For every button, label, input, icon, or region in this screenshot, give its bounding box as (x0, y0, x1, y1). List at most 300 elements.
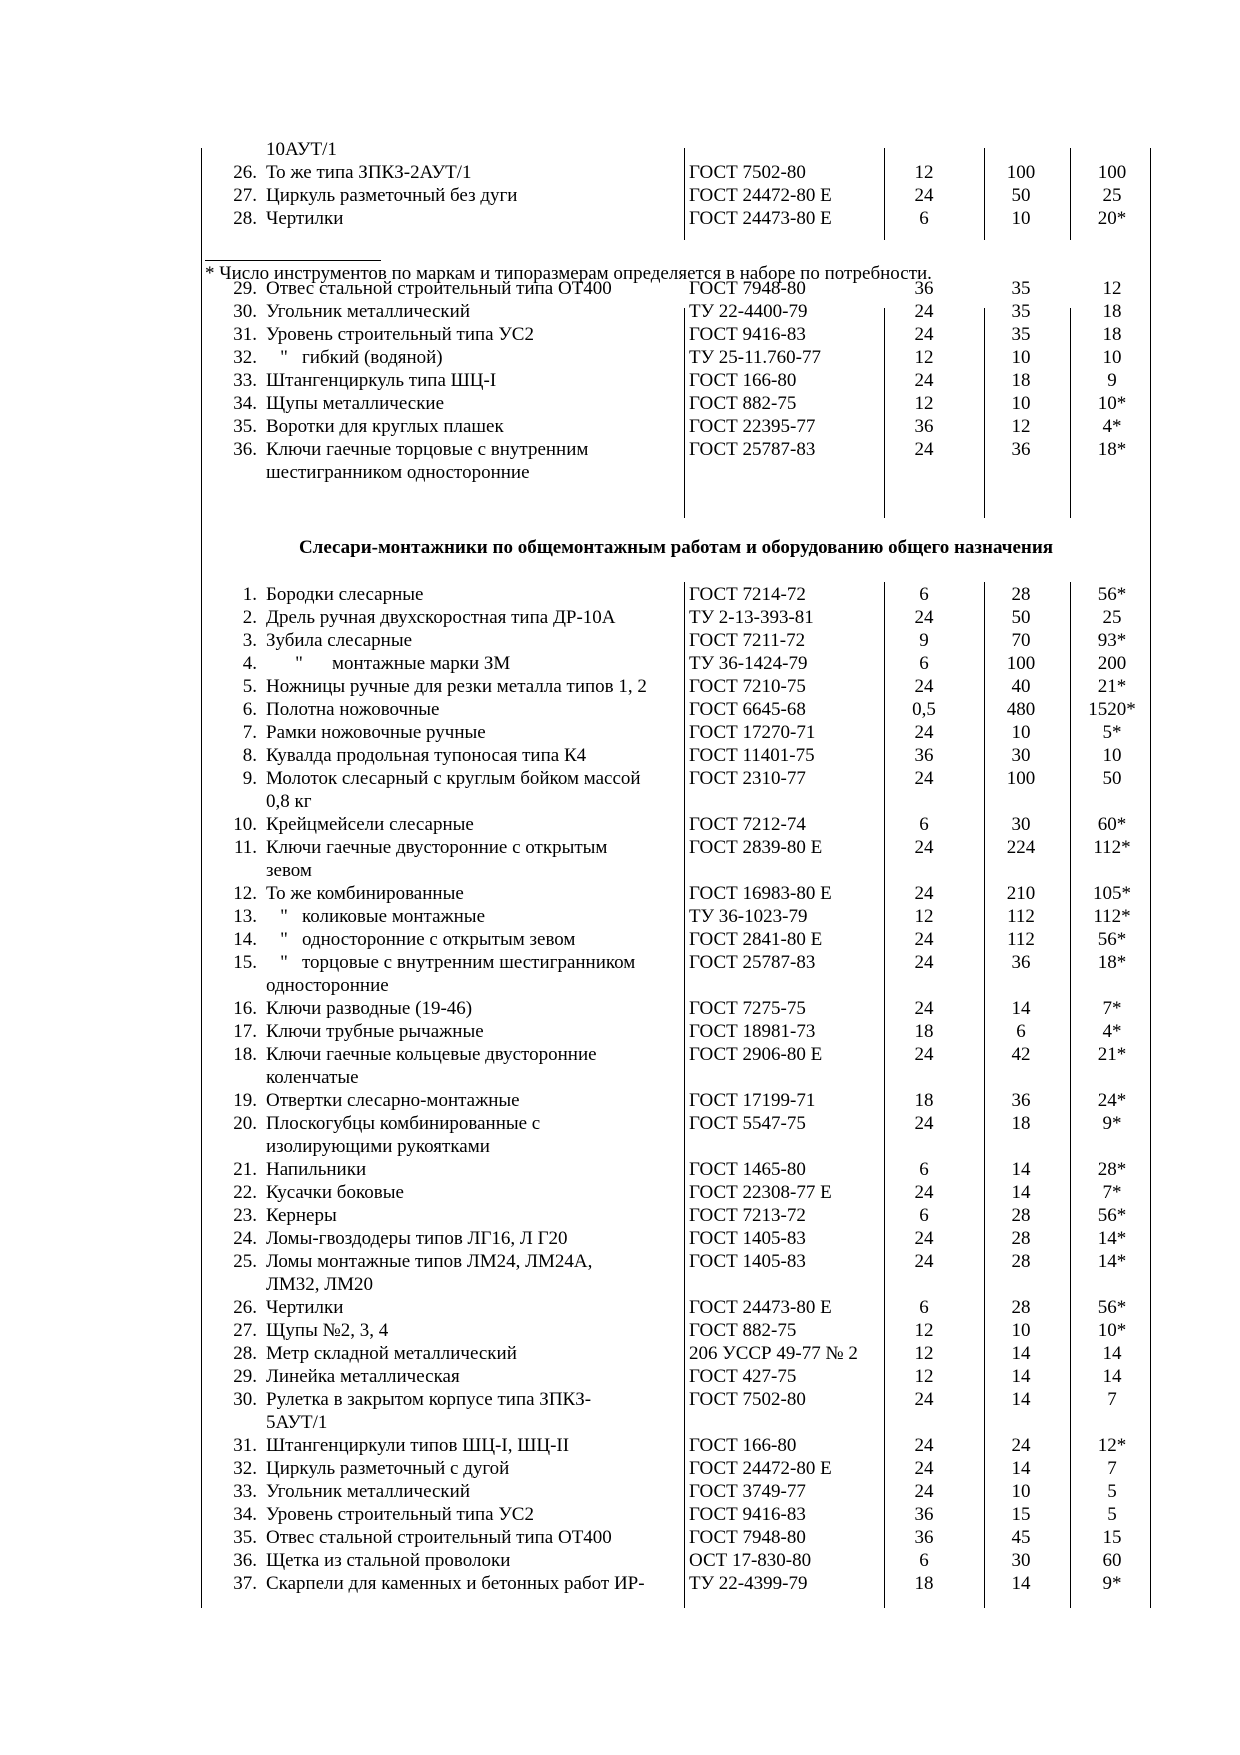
item-service-life: 24 (914, 998, 934, 1019)
item-total: 9* (1102, 1113, 1122, 1134)
item-total: 50 (1102, 768, 1122, 789)
item-standard: ГОСТ 7212-74 (689, 814, 806, 835)
table-row (201, 1434, 1151, 1457)
item-standard: ГОСТ 5547-75 (689, 1113, 806, 1134)
item-number: 33. (233, 1481, 257, 1502)
table-row (201, 836, 1151, 859)
item-quantity: 14 (1011, 998, 1031, 1019)
table-row (201, 323, 1151, 346)
table-row (201, 951, 1151, 974)
item-quantity: 10 (1011, 393, 1031, 414)
item-number: 13. (233, 906, 257, 927)
table-row (201, 1273, 1151, 1296)
item-number: 16. (233, 998, 257, 1019)
item-number: 36. (233, 439, 257, 460)
item-number: 32. (233, 347, 257, 368)
table-row (201, 882, 1151, 905)
table-row (201, 1480, 1151, 1503)
item-number: 29. (233, 1366, 257, 1387)
item-service-life: 12 (914, 1320, 934, 1341)
item-service-life: 9 (919, 630, 929, 651)
item-total: 93* (1097, 630, 1127, 651)
table-row (201, 652, 1151, 675)
table-row (201, 928, 1151, 951)
item-standard: ГОСТ 7213-72 (689, 1205, 806, 1226)
item-number: 27. (233, 185, 257, 206)
item-service-life: 24 (914, 676, 934, 697)
item-total: 12 (1102, 278, 1122, 299)
item-name: ЛМ32, ЛМ20 (266, 1274, 374, 1295)
item-standard: ГОСТ 7275-75 (689, 998, 806, 1019)
item-name: Ключи трубные рычажные (266, 1021, 484, 1042)
item-total: 5* (1102, 722, 1122, 743)
table-row (201, 675, 1151, 698)
item-quantity: 28 (1011, 1228, 1031, 1249)
item-name: Воротки для круглых плашек (266, 416, 504, 437)
item-quantity: 30 (1011, 745, 1031, 766)
table-row (201, 461, 1151, 484)
item-total: 14* (1097, 1251, 1127, 1272)
item-standard: ТУ 2-13-393-81 (689, 607, 814, 628)
item-total: 10* (1097, 393, 1127, 414)
item-name: Скарпели для каменных и бетонных работ ИР- (266, 1573, 645, 1594)
item-number: 1. (242, 584, 257, 605)
item-quantity: 35 (1011, 278, 1031, 299)
item-total: 4* (1102, 416, 1122, 437)
item-number: 30. (233, 301, 257, 322)
item-service-life: 36 (914, 745, 934, 766)
ditto-mark: " (295, 653, 303, 674)
item-standard: ГОСТ 9416-83 (689, 1504, 806, 1525)
item-service-life: 24 (914, 1458, 934, 1479)
item-total: 5 (1107, 1481, 1117, 1502)
item-service-life: 24 (914, 883, 934, 904)
item-standard: ГОСТ 2310-77 (689, 768, 806, 789)
item-number: 12. (233, 883, 257, 904)
table-row (201, 1365, 1151, 1388)
table-row (201, 1043, 1151, 1066)
table-row (201, 346, 1151, 369)
item-number: 5. (242, 676, 257, 697)
item-name: Напильники (266, 1159, 367, 1180)
item-service-life: 6 (919, 1550, 929, 1571)
item-name: Щупы металлические (266, 393, 445, 414)
item-quantity: 480 (1006, 699, 1036, 720)
table-row (201, 1388, 1151, 1411)
item-total: 10* (1097, 1320, 1127, 1341)
item-name (266, 652, 510, 675)
tools-table (201, 139, 1151, 1608)
item-standard: ГОСТ 882-75 (689, 1320, 797, 1341)
item-name: Полотна ножовочные (266, 699, 440, 720)
ditto-mark: " (280, 347, 288, 368)
item-total: 21* (1097, 1044, 1127, 1065)
item-name: односторонние (266, 975, 389, 996)
item-name: Метр складной металлический (266, 1343, 517, 1364)
item-quantity: 10 (1011, 347, 1031, 368)
item-service-life: 24 (914, 768, 934, 789)
table-row (201, 698, 1151, 721)
item-service-life: 24 (914, 1113, 934, 1134)
item-quantity: 14 (1011, 1182, 1031, 1203)
item-service-life: 24 (914, 722, 934, 743)
item-number: 35. (233, 416, 257, 437)
item-service-life: 24 (914, 185, 934, 206)
table-row (201, 767, 1151, 790)
item-name: Зубила слесарные (266, 630, 413, 651)
item-standard: ТУ 22-4399-79 (689, 1573, 808, 1594)
item-total: 7* (1102, 998, 1122, 1019)
table-row (201, 1572, 1151, 1595)
item-total: 12* (1097, 1435, 1127, 1456)
item-total: 20* (1097, 208, 1127, 229)
item-quantity: 224 (1006, 837, 1036, 858)
table-row (201, 161, 1151, 184)
item-quantity: 36 (1011, 952, 1031, 973)
table-row (201, 207, 1151, 230)
item-quantity: 36 (1011, 1090, 1031, 1111)
item-number: 6. (242, 699, 257, 720)
item-name: 10АУТ/1 (266, 139, 337, 160)
table-row (201, 1549, 1151, 1572)
item-quantity: 40 (1011, 676, 1031, 697)
item-standard: ГОСТ 3749-77 (689, 1481, 806, 1502)
item-number: 29. (233, 278, 257, 299)
item-total: 5 (1107, 1504, 1117, 1525)
item-total: 24* (1097, 1090, 1127, 1111)
item-quantity: 14 (1011, 1159, 1031, 1180)
item-name: Рамки ножовочные ручные (266, 722, 486, 743)
item-standard: ТУ 25-11.760-77 (689, 347, 822, 368)
item-standard: ГОСТ 2839-80 Е (689, 837, 823, 858)
item-service-life: 24 (914, 1435, 934, 1456)
item-standard: ГОСТ 16983-80 Е (689, 883, 832, 904)
item-total: 7 (1107, 1458, 1117, 1479)
item-total: 60 (1102, 1550, 1122, 1571)
item-quantity: 30 (1011, 1550, 1031, 1571)
item-quantity: 50 (1011, 185, 1031, 206)
item-service-life: 12 (914, 1366, 934, 1387)
table-row (201, 859, 1151, 882)
item-number: 23. (233, 1205, 257, 1226)
item-service-life: 6 (919, 1297, 929, 1318)
item-name-text: гибкий (водяной) (302, 347, 443, 368)
item-name: Молоток слесарный с круглым бойком массой (266, 768, 641, 789)
item-standard: ГОСТ 6645-68 (689, 699, 806, 720)
item-name: Чертилки (266, 1297, 344, 1318)
item-quantity: 35 (1011, 324, 1031, 345)
item-total: 28* (1097, 1159, 1127, 1180)
item-total: 4* (1102, 1021, 1122, 1042)
item-quantity: 10 (1011, 1481, 1031, 1502)
table-row (201, 1089, 1151, 1112)
item-number: 19. (233, 1090, 257, 1111)
table-row (201, 744, 1151, 767)
item-number: 31. (233, 1435, 257, 1456)
item-name: Кусачки боковые (266, 1182, 404, 1203)
item-service-life: 24 (914, 324, 934, 345)
item-name: Уровень строительный типа УС2 (266, 1504, 534, 1525)
item-total: 21* (1097, 676, 1127, 697)
item-service-life: 18 (914, 1090, 934, 1111)
item-total: 15 (1102, 1527, 1122, 1548)
item-standard: ГОСТ 7210-75 (689, 676, 806, 697)
item-name: Штангенциркули типов ШЦ-I, ШЦ-II (266, 1435, 570, 1456)
item-quantity: 14 (1011, 1573, 1031, 1594)
item-total: 56* (1097, 584, 1127, 605)
table-row (201, 997, 1151, 1020)
item-quantity: 15 (1011, 1504, 1031, 1525)
item-total: 18* (1097, 952, 1127, 973)
item-number: 34. (233, 1504, 257, 1525)
item-name: Плоскогубцы комбинированные с (266, 1113, 541, 1134)
item-name: Циркуль разметочный с дугой (266, 1458, 510, 1479)
footnote-separator (205, 260, 381, 261)
section-title: Слесари-монтажники по общемонтажным работам и оборудованию общего назначения (298, 537, 1054, 558)
item-number: 11. (233, 837, 257, 858)
item-total: 14 (1102, 1366, 1122, 1387)
item-service-life: 6 (919, 653, 929, 674)
item-standard: ГОСТ 17270-71 (689, 722, 816, 743)
item-number: 26. (233, 162, 257, 183)
item-service-life: 36 (914, 278, 934, 299)
item-standard: ГОСТ 7502-80 (689, 162, 806, 183)
item-name: Линейка металлическая (266, 1366, 460, 1387)
item-quantity: 10 (1011, 1320, 1031, 1341)
item-quantity: 24 (1011, 1435, 1031, 1456)
item-standard: ГОСТ 7211-72 (689, 630, 806, 651)
item-number: 7. (242, 722, 257, 743)
item-number: 28. (233, 1343, 257, 1364)
item-total: 7* (1102, 1182, 1122, 1203)
item-service-life: 12 (914, 1343, 934, 1364)
item-standard: ГОСТ 7214-72 (689, 584, 806, 605)
item-number: 34. (233, 393, 257, 414)
table-row (201, 629, 1151, 652)
item-service-life: 18 (914, 1021, 934, 1042)
item-number: 30. (233, 1389, 257, 1410)
item-standard: ГОСТ 9416-83 (689, 324, 806, 345)
item-name: Отвес стальной строительный типа ОТ400 (266, 278, 612, 299)
item-name: коленчатые (266, 1067, 359, 1088)
item-name-text: торцовые с внутренним шестигранником (302, 952, 636, 973)
item-number: 27. (233, 1320, 257, 1341)
item-quantity: 28 (1011, 1251, 1031, 1272)
item-standard: ГОСТ 1405-83 (689, 1228, 806, 1249)
table-row (201, 1296, 1151, 1319)
item-quantity: 14 (1011, 1458, 1031, 1479)
item-number: 21. (233, 1159, 257, 1180)
item-service-life: 6 (919, 1205, 929, 1226)
table-row (201, 392, 1151, 415)
item-name: Ножницы ручные для резки металла типов 1, 2 (266, 676, 647, 697)
item-number: 14. (233, 929, 257, 950)
item-name: Ключи гаечные кольцевые двусторонние (266, 1044, 597, 1065)
item-number: 10. (233, 814, 257, 835)
item-name: Крейцмейсели слесарные (266, 814, 474, 835)
item-service-life: 36 (914, 1504, 934, 1525)
item-service-life: 36 (914, 1527, 934, 1548)
item-number: 3. (242, 630, 257, 651)
item-total: 56* (1097, 1297, 1127, 1318)
item-name: То же комбинированные (266, 883, 464, 904)
item-standard: ГОСТ 24473-80 Е (689, 1297, 832, 1318)
item-name: Чертилки (266, 208, 344, 229)
item-service-life: 24 (914, 607, 934, 628)
item-quantity: 28 (1011, 1205, 1031, 1226)
item-name: зевом (266, 860, 312, 881)
item-name: То же типа ЗПКЗ-2АУТ/1 (266, 162, 472, 183)
table-row (201, 1135, 1151, 1158)
item-number: 22. (233, 1182, 257, 1203)
item-standard: ГОСТ 882-75 (689, 393, 797, 414)
item-quantity: 12 (1011, 416, 1031, 437)
item-service-life: 12 (914, 906, 934, 927)
item-total: 25 (1102, 185, 1122, 206)
item-name (266, 928, 575, 951)
item-number: 15. (233, 952, 257, 973)
item-name: Кувалда продольная тупоносая типа К4 (266, 745, 587, 766)
item-quantity: 100 (1006, 162, 1036, 183)
table-row (201, 1411, 1151, 1434)
item-number: 8. (242, 745, 257, 766)
item-name-text: односторонние с открытым зевом (302, 929, 576, 950)
item-total: 56* (1097, 929, 1127, 950)
item-quantity: 36 (1011, 439, 1031, 460)
table-row (201, 415, 1151, 438)
item-standard: ГОСТ 7948-80 (689, 278, 806, 299)
item-total: 10 (1102, 745, 1122, 766)
item-total: 7 (1107, 1389, 1117, 1410)
item-name: Ключи гаечные двусторонние с открытым (266, 837, 608, 858)
item-total: 1520* (1088, 699, 1136, 720)
item-name: 0,8 кг (266, 791, 312, 812)
item-name: Уровень строительный типа УС2 (266, 324, 534, 345)
table-row (201, 1319, 1151, 1342)
item-total: 18 (1102, 301, 1122, 322)
item-total: 18 (1102, 324, 1122, 345)
table-row (201, 583, 1151, 606)
item-service-life: 36 (914, 416, 934, 437)
item-service-life: 24 (914, 952, 934, 973)
table-row (201, 184, 1151, 207)
table-row (201, 1526, 1151, 1549)
item-quantity: 42 (1011, 1044, 1031, 1065)
table-row (201, 905, 1151, 928)
item-quantity: 18 (1011, 370, 1031, 391)
item-total: 56* (1097, 1205, 1127, 1226)
item-service-life: 6 (919, 208, 929, 229)
item-standard: ГОСТ 24472-80 Е (689, 185, 832, 206)
item-service-life: 24 (914, 1182, 934, 1203)
footnote: * Число инструментов по маркам и типоразмерам определяется в наборе по потребности. (205, 263, 932, 284)
item-name: шестигранником односторонние (266, 462, 530, 483)
item-service-life: 24 (914, 301, 934, 322)
item-name: Щупы №2, 3, 4 (266, 1320, 389, 1341)
item-name: изолирующими рукоятками (266, 1136, 490, 1157)
table-row (201, 974, 1151, 997)
item-service-life: 24 (914, 439, 934, 460)
ditto-mark: " (280, 929, 288, 950)
item-number: 28. (233, 208, 257, 229)
item-quantity: 10 (1011, 208, 1031, 229)
item-standard: ТУ 36-1023-79 (689, 906, 808, 927)
item-number: 18. (233, 1044, 257, 1065)
item-name: Угольник металлический (266, 301, 470, 322)
table-row (201, 1066, 1151, 1089)
item-standard: 206 УССР 49-77 № 2 (689, 1343, 858, 1364)
item-standard: ГОСТ 166-80 (689, 370, 797, 391)
item-standard: ГОСТ 24473-80 Е (689, 208, 832, 229)
item-service-life: 24 (914, 370, 934, 391)
item-standard: ГОСТ 22308-77 Е (689, 1182, 832, 1203)
item-total: 18* (1097, 439, 1127, 460)
item-quantity: 10 (1011, 722, 1031, 743)
item-name: Бородки слесарные (266, 584, 424, 605)
item-total: 9* (1102, 1573, 1122, 1594)
table-row (201, 790, 1151, 813)
item-quantity: 50 (1011, 607, 1031, 628)
item-service-life: 24 (914, 1044, 934, 1065)
item-name: Угольник металлический (266, 1481, 470, 1502)
item-quantity: 14 (1011, 1389, 1031, 1410)
item-name: Штангенциркуль типа ШЦ-I (266, 370, 497, 391)
item-service-life: 12 (914, 393, 934, 414)
table-row (201, 721, 1151, 744)
item-standard: ГОСТ 7502-80 (689, 1389, 806, 1410)
item-total: 100 (1097, 162, 1127, 183)
item-total: 105* (1093, 883, 1131, 904)
item-total: 25 (1102, 607, 1122, 628)
item-name: Ключи разводные (19-46) (266, 998, 473, 1019)
item-standard: ГОСТ 22395-77 (689, 416, 816, 437)
item-quantity: 18 (1011, 1113, 1031, 1134)
item-quantity: 210 (1006, 883, 1036, 904)
table-row (201, 1020, 1151, 1043)
item-service-life: 24 (914, 1389, 934, 1410)
item-total: 60* (1097, 814, 1127, 835)
item-service-life: 24 (914, 929, 934, 950)
item-quantity: 100 (1006, 768, 1036, 789)
item-service-life: 6 (919, 814, 929, 835)
item-service-life: 6 (919, 1159, 929, 1180)
item-name (266, 951, 635, 974)
item-standard: ГОСТ 25787-83 (689, 952, 816, 973)
item-number: 9. (242, 768, 257, 789)
item-quantity: 30 (1011, 814, 1031, 835)
item-standard: ГОСТ 2841-80 Е (689, 929, 823, 950)
item-name: Ломы монтажные типов ЛМ24, ЛМ24А, (266, 1251, 593, 1272)
table-row (201, 1204, 1151, 1227)
item-number: 2. (242, 607, 257, 628)
table-row (201, 300, 1151, 323)
table-row (201, 1503, 1151, 1526)
item-standard: ГОСТ 25787-83 (689, 439, 816, 460)
item-number: 35. (233, 1527, 257, 1548)
item-standard: ТУ 36-1424-79 (689, 653, 808, 674)
table-row (201, 1181, 1151, 1204)
item-standard: ГОСТ 18981-73 (689, 1021, 816, 1042)
item-standard: ГОСТ 1405-83 (689, 1251, 806, 1272)
item-number: 24. (233, 1228, 257, 1249)
item-number: 4. (242, 653, 257, 674)
item-name: Рулетка в закрытом корпусе типа ЗПКЗ- (266, 1389, 592, 1410)
item-name: Циркуль разметочный без дуги (266, 185, 518, 206)
table-row (201, 606, 1151, 629)
item-name: Кернеры (266, 1205, 337, 1226)
item-number: 36. (233, 1550, 257, 1571)
table-row (201, 1158, 1151, 1181)
